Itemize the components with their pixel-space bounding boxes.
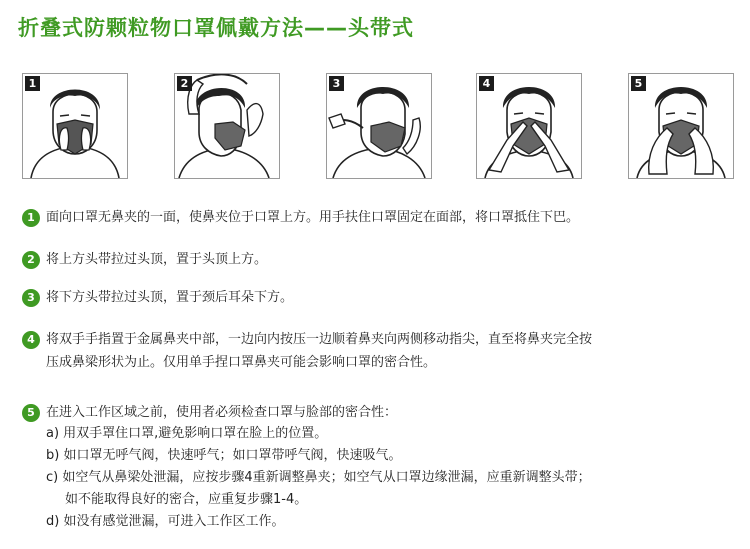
sub-item-b: b) 如口罩无呼气阀，快速呼气；如口罩带呼气阀，快速吸气。: [46, 448, 402, 463]
panel-number: 5: [631, 76, 646, 91]
panel-number: 3: [329, 76, 344, 91]
step-text-line-1: 将双手手指置于金属鼻夹中部，一边向内按压一边顺着鼻夹向两侧移动指尖，直至将鼻夹完全按: [46, 332, 593, 347]
instruction-step-2: [22, 250, 267, 270]
step-text: 在进入工作区域之前，使用者必须检查口罩与脸部的密合性：: [46, 405, 398, 420]
step-number-badge: 3: [22, 289, 40, 307]
sub-item-c-continued: 如不能取得良好的密合，应重复步骤1-4。: [65, 492, 308, 507]
step-number-badge: 2: [22, 251, 40, 269]
step-number-badge: 1: [22, 209, 40, 227]
illustration-strip: [22, 73, 732, 179]
step-text: 将上方头带拉过头顶，置于头顶上方。: [46, 252, 268, 267]
panel-number: 2: [177, 76, 192, 91]
illustration-panel-3: [326, 73, 432, 179]
sub-item-a: a) 用双手罩住口罩,避免影响口罩在脸上的位置。: [46, 426, 328, 441]
step-number-badge: 4: [22, 331, 40, 349]
sub-item-c: c) 如空气从鼻梁处泄漏，应按步骤4重新调整鼻夹；如空气从口罩边缘泄漏，应重新调整头带；: [46, 470, 591, 485]
illustration-panel-1: [22, 73, 128, 179]
instruction-step-3: [22, 288, 293, 308]
sub-item-d: d) 如没有感觉泄漏，可进入工作区工作。: [46, 514, 285, 529]
illustration-panel-4: [476, 73, 582, 179]
instruction-step-5: [22, 403, 591, 533]
page-title: 折叠式防颗粒物口罩佩戴方法——头带式: [18, 16, 414, 40]
step-text: 面向口罩无鼻夹的一面，使鼻夹位于口罩上方。用手扶住口罩固定在面部，将口罩抵住下巴。: [46, 210, 580, 225]
illustration-panel-2: [174, 73, 280, 179]
step-text: 将下方头带拉过头顶，置于颈后耳朵下方。: [46, 290, 294, 305]
instruction-step-1: [22, 208, 579, 228]
panel-number: 4: [479, 76, 494, 91]
illustration-panel-5: [628, 73, 734, 179]
panel-number: 1: [25, 76, 40, 91]
step-text-line-2: 压成鼻梁形状为止。仅用单手捏口罩鼻夹可能会影响口罩的密合性。: [46, 355, 437, 370]
step-number-badge: 5: [22, 404, 40, 422]
instruction-step-4: [22, 330, 592, 373]
